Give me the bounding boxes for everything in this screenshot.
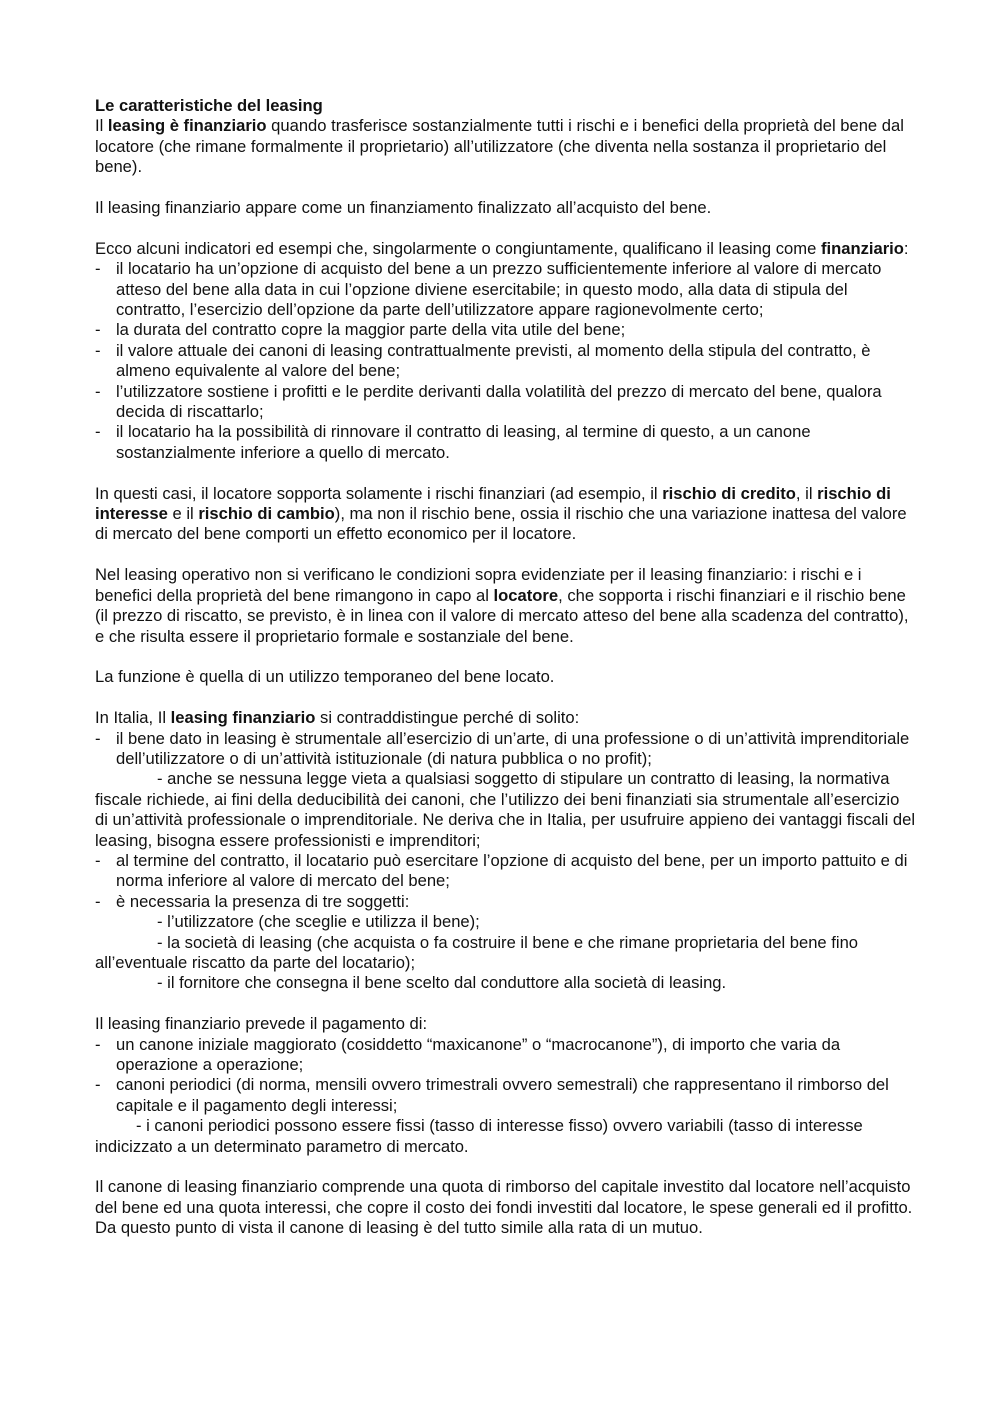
sub-item: - la società di leasing (che acquista o fa costruire il bene e che rimane proprietaria del bene fino all’eventuale riscatto da parte del locatario);	[95, 932, 859, 972]
spacer	[95, 545, 915, 565]
payments-list	[95, 1035, 915, 1157]
sub-item: - il fornitore che consegna il bene scelto dal conduttore alla società di leasing.	[157, 973, 727, 993]
sub-item: - i canoni periodici possono essere fissi (tasso di interesse fisso) ovvero variabili (tasso di interesse indicizzato a un determinato parametro di mercato.	[95, 1116, 863, 1156]
list-item: - canoni periodici (di norma, mensili ovvero trimestrali ovvero semestrali) che rappresentano il rimborso del capitale e il pagamento degli interessi;	[95, 1075, 889, 1115]
spacer	[95, 994, 915, 1014]
indicators-list	[95, 259, 915, 463]
list-item: - il valore attuale dei canoni di leasing contrattualmente previsti, al momento della stipula del contratto, è almeno equivalente al valore del bene;	[95, 340, 871, 381]
sub-item: - l’utilizzatore (che sceglie e utilizza il bene);	[157, 912, 480, 932]
paragraph-italy-intro: In Italia, Il leasing finanziario si contraddistingue perché di solito:	[95, 708, 580, 728]
document-page	[95, 96, 915, 1239]
list-item: - un canone iniziale maggiorato (cosiddetto “maxicanone” o “macrocanone”), di importo che varia da operazione a operazione;	[95, 1034, 841, 1074]
paragraph-risks: In questi casi, il locatore sopporta solamente i rischi finanziari (ad esempio, il rischio di credito, il rischio di interesse e il rischio di cambio), ma non il rischio bene, ossia il rischio che una variazione inattesa del valore di mercato del bene comporti un effetto economico per il locatore.	[95, 483, 907, 544]
list-item: - il locatario ha la possibilità di rinnovare il contratto di leasing, al termine di questo, a un canone sostanzialmente inferiore a quello di mercato.	[95, 422, 811, 462]
spacer	[95, 178, 915, 198]
paragraph-fee-composition: Il canone di leasing finanziario comprende una quota di rimborso del capitale investito dal locatore nell’acquisto del bene ed una quota interessi, che copre il costo dei fondi investiti dal locatore, le spese generali ed il profitto. Da questo punto di vista il canone di leasing è del tutto simile alla rata di un mutuo.	[95, 1177, 913, 1238]
section-title: Le caratteristiche del leasing	[95, 96, 323, 115]
spacer	[95, 647, 915, 667]
list-item: - l’utilizzatore sostiene i profitti e le perdite derivanti dalla volatilità del prezzo di mercato del bene, qualora decida di riscattarlo;	[95, 381, 882, 422]
list-item: - il bene dato in leasing è strumentale all’esercizio di un’arte, di una professione o di un’attività imprenditoriale dell’utilizzatore o di un’attività istituzionale (di natura pubblica o no profit);	[95, 728, 910, 768]
spacer	[95, 218, 915, 238]
list-item: - è necessaria la presenza di tre soggetti:	[95, 891, 410, 911]
italy-list	[95, 729, 915, 994]
sub-item: - anche se nessuna legge vieta a qualsiasi soggetto di stipulare un contratto di leasing, la normativa fiscale richiede, ai fini della deducibilità dei canoni, che l’utilizzo dei beni finanziati sia strumentale all’esercizio di un’attività professionale o imprenditoriale. Ne deriva che in Italia, per usufruire appieno dei vantaggi fiscali del leasing, bisogna essere professionisti e imprenditori;	[95, 769, 916, 850]
paragraph-summary: Il leasing finanziario appare come un finanziamento finalizzato all’acquisto del bene.	[95, 198, 712, 218]
paragraph-payments-intro: Il leasing finanziario prevede il pagamento di:	[95, 1014, 428, 1034]
spacer	[95, 463, 915, 483]
paragraph-indicators-intro: Ecco alcuni indicatori ed esempi che, singolarmente o congiuntamente, qualificano il leasing come finanziario:	[95, 238, 909, 258]
paragraph-operating-leasing: Nel leasing operativo non si verificano le condizioni sopra evidenziate per il leasing finanziario: i rischi e i benefici della proprietà del bene rimangono in capo al locatore, che sopporta i rischi finanziari e il rischio bene (il prezzo di riscatto, se previsto, è in linea con il valore di mercato atteso del bene alla scadenza del contratto), e che risulta essere il proprietario formale e sostanziale del bene.	[95, 565, 909, 646]
paragraph-function: La funzione è quella di un utilizzo temporaneo del bene locato.	[95, 667, 555, 687]
spacer	[95, 1157, 915, 1177]
list-item: - il locatario ha un’opzione di acquisto del bene a un prezzo sufficientemente inferiore al valore di mercato atteso del bene alla data in cui l’opzione diviene esercitabile; in questo modo, alla data di stipula del contratto, l’esercizio dell’opzione da parte dell’utilizzatore appare ragionevolmente certo;	[95, 259, 882, 320]
list-item: - la durata del contratto copre la maggior parte della vita utile del bene;	[95, 320, 626, 340]
spacer	[95, 688, 915, 708]
paragraph-definition: Il leasing è finanziario quando trasferisce sostanzialmente tutti i rischi e i benefici della proprietà del bene dal locatore (che rimane formalmente il proprietario) all’utilizzatore (che diventa nella sostanza il proprietario del bene).	[95, 116, 904, 177]
list-item: - al termine del contratto, il locatario può esercitare l’opzione di acquisto del bene, per un importo pattuito e di norma inferiore al valore di mercato del bene;	[95, 850, 908, 891]
